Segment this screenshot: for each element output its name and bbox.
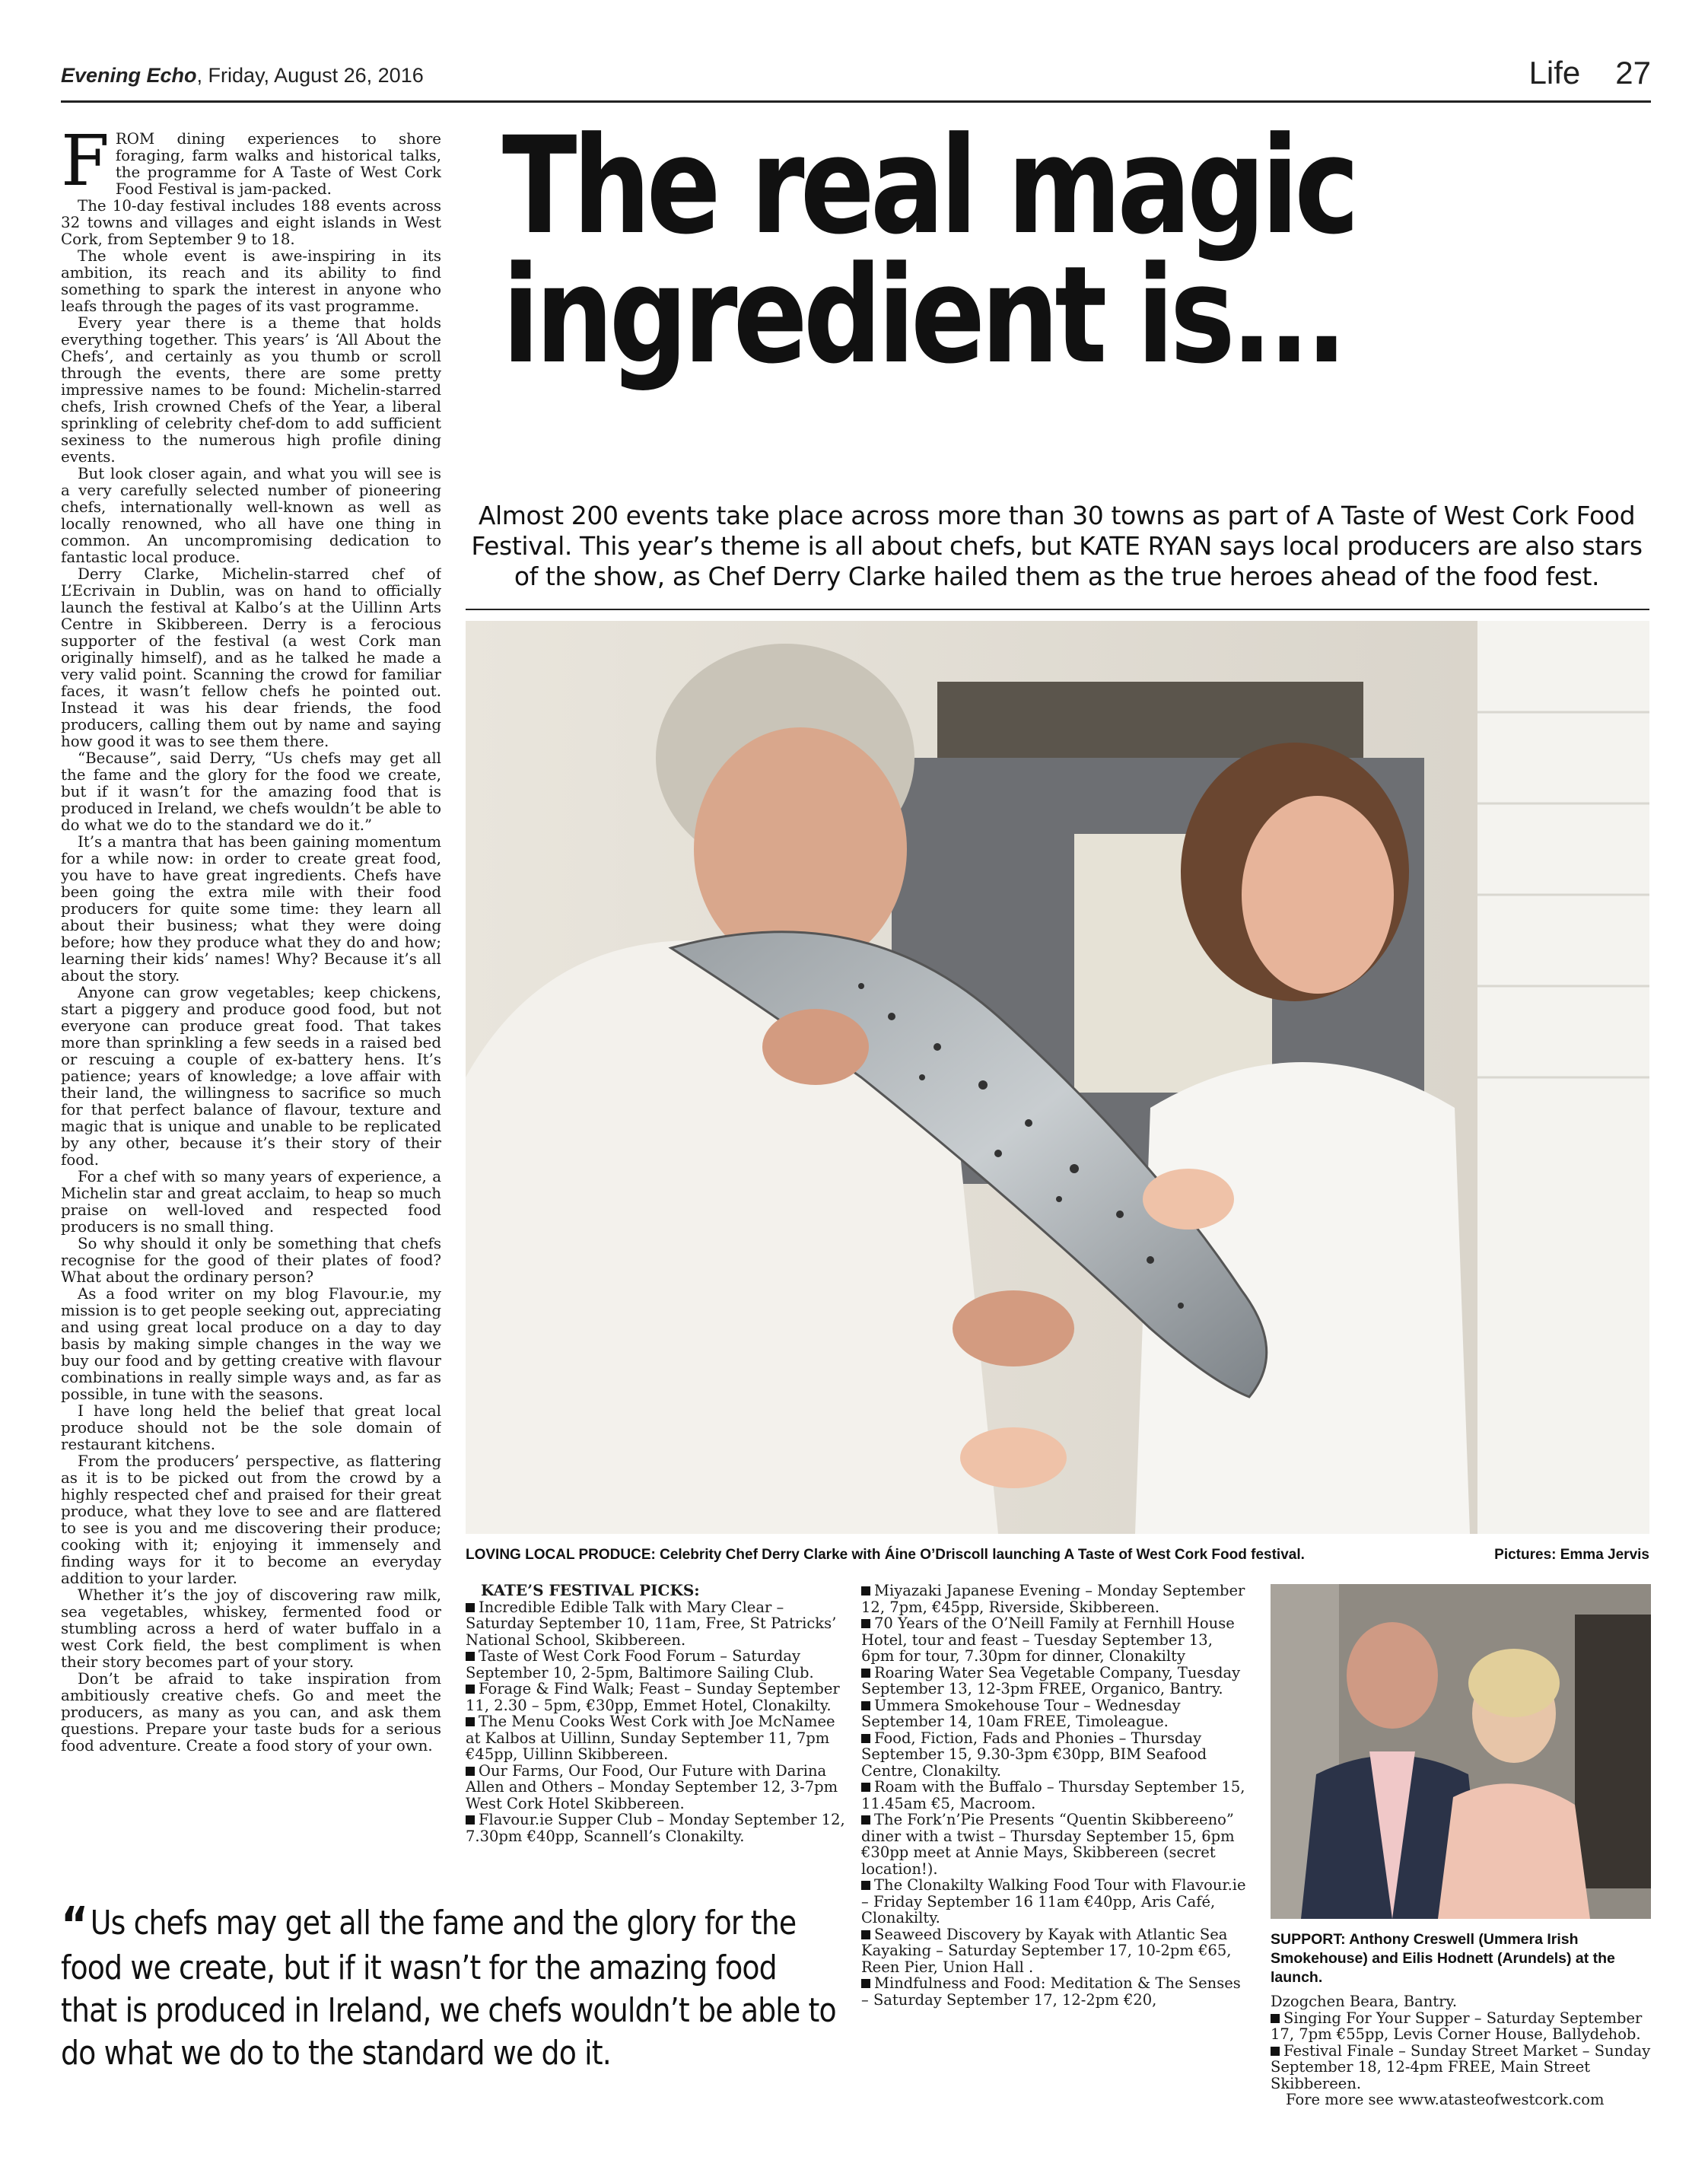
list-item: Singing For Your Supper – Saturday September 17, 7pm €55pp, Levis Corner House, Ballydehob. [1271, 2009, 1643, 2043]
bullet-square-icon [861, 1701, 870, 1710]
bullet-square-icon [1271, 2047, 1280, 2056]
quote-mark-icon: “ [61, 1898, 88, 1954]
list-item: Flavour.ie Supper Club – Monday September 12, 7.30pm €40pp, Scannell’s Clonakilty. [466, 1811, 845, 1845]
festival-picks-column-1 [466, 1583, 846, 1844]
article-paragraph: The 10-day festival includes 188 events across 32 towns and villages and eight islands in West Cork, from September 9 to 18. [61, 197, 441, 248]
article-paragraph: Derry Clarke, Michelin-starred chef of L’Ecrivain in Dublin, was on hand to officially launch the festival at Kalbo’s at the Uillinn Arts Centre in Skibbereen. Derry is a ferocious supporter of the festival (a west Cork man originally himself), and as he talked he made a very valid point. Scanning the crowd for familiar faces, it wasn’t fellow chefs he pointed out. Instead it was his dear friends, the food producers, calling them out by name and saying how good it was to see them there. [61, 565, 441, 750]
article-paragraph: I have long held the belief that great local produce should not be the sole domain of restaurant kitchens. [61, 1402, 441, 1453]
list-item: Incredible Edible Talk with Mary Clear – Saturday September 10, 11am, Free, St Patricks’ National School, Skibbereen. [466, 1598, 837, 1649]
page-number: 27 [1615, 55, 1651, 91]
article-paragraph: Don’t be afraid to take inspiration from ambitiously creative chefs. Go and meet the producers, as many as you can, and ask them questions. Prepare your taste buds for a serious food adventure. Create a food story of your own. [61, 1670, 441, 1755]
list-item: Miyazaki Japanese Evening – Monday September 12, 7pm, €45pp, Riverside, Skibbereen. [861, 1582, 1245, 1616]
article-paragraph: Every year there is a theme that holds everything together. This years’ is ‘All About the Chefs’, and certainly as you thumb or scroll through the events, there are some pretty impressive names to be found: Michelin-starred chefs, Irish crowned Chefs of the Year, a liberal sprinkling of celebrity chef-dom to add sufficient sexiness to the numerous high profile dining events. [61, 314, 441, 466]
headline [502, 108, 1444, 393]
festival-picks-column-2 [861, 1583, 1246, 2008]
list-item: The Fork’n’Pie Presents “Quentin Skibbereeno” diner with a twist – Thursday September 15, 6pm €30pp meet at Annie Mays, Skibbereen (secret location!). [861, 1811, 1235, 1878]
bullet-square-icon [861, 1586, 870, 1595]
bullet-square-icon [466, 1603, 475, 1612]
article-paragraph: Whether it’s the joy of discovering raw milk, sea vegetables, whiskey, fermented food or stumbling across a herd of water buffalo in a west Cork field, the best compliment is when their story becomes part of your story. [61, 1586, 441, 1671]
caption-text: LOVING LOCAL PRODUCE: Celebrity Chef Derry Clarke with Áine O’Driscoll launching A Taste of West Cork Food festival. [466, 1547, 1305, 1563]
bullet-square-icon [861, 1881, 870, 1890]
article-body [61, 131, 441, 1881]
bullet-square-icon [861, 1619, 870, 1628]
photo-credit: Pictures: Emma Jervis [1494, 1547, 1649, 1563]
list-item: Forage & Find Walk; Feast – Sunday September 11, 2.30 – 5pm, €30pp, Emmet Hotel, Clonakilty. [466, 1680, 840, 1714]
main-photo [466, 621, 1649, 1534]
article-paragraph: From the producers’ perspective, as flattering as it is to be picked out from the crowd by a highly respected chef and praised for their great produce, what they love to see and are flattered to see is you and me discovering their produce; cooking with it; enjoying it immensely and finding ways for it to become an everyday addition to your larder. [61, 1452, 441, 1587]
bullet-square-icon [861, 1734, 870, 1743]
list-item: Seaweed Discovery by Kayak with Atlantic Sea Kayaking – Saturday September 17, 10-2pm €65, Reen Pier, Union Hall . [861, 1925, 1232, 1976]
bullet-square-icon [466, 1652, 475, 1661]
list-item: 70 Years of the O’Neill Family at Fernhill House Hotel, tour and feast – Tuesday September 13, 6pm for tour, 7.30pm for dinner, Clonakilty [861, 1615, 1235, 1665]
headline-line-2: ingredient is... [502, 237, 1344, 393]
issue-date: , Friday, August 26, 2016 [196, 64, 424, 87]
standfirst-rule [466, 609, 1649, 610]
bullet-square-icon [1271, 2014, 1280, 2023]
headline-line-1: The real magic [502, 108, 1356, 264]
bullet-square-icon [861, 1783, 870, 1792]
list-item: The Menu Cooks West Cork with Joe McNamee at Kalbos at Uillinn, Sunday September 11, 7pm €45pp, Uillinn Skibbereen. [466, 1713, 835, 1763]
drop-cap: F [61, 131, 110, 202]
article-paragraph: For a chef with so many years of experience, a Michelin star and great acclaim, to heap so much praise on well-loved and respected food producers is no small thing. [61, 1168, 441, 1236]
bullet-square-icon [861, 1669, 870, 1678]
support-photo [1271, 1584, 1651, 1919]
bullet-square-icon [466, 1767, 475, 1776]
article-paragraph: So why should it only be something that chefs recognise for the good of their plates of food? What about the ordinary person? [61, 1235, 441, 1286]
article-paragraph: It’s a mantra that has been gaining momentum for a while now: in order to create great food, you have to have great ingredients. Chefs have been going the extra mile with their food producers for quite some time: they learn all about their business; what they were doing before; how they produce what they do and how; learning their kids’ names! Why? Because it’s all about the story. [61, 833, 441, 985]
pull-quote-text: Us chefs may get all the fame and the glory for the food we create, but if it wasn’t for the amazing food that is produced in Ireland, we chefs wouldn’t be able to do what we do to the standard we do it. [61, 1904, 836, 2073]
article-paragraph: As a food writer on my blog Flavour.ie, my mission is to get people seeking out, appreciating and using great local produce on a day to day basis by making simple changes in the way we buy our food and by getting creative with flavour combinations in really simple ways and, as far as possible, in tune with the seasons. [61, 1285, 441, 1403]
list-item: Festival Finale – Sunday Street Market – Sunday September 18, 12-4pm FREE, Main Street Skibbereen. [1271, 2041, 1651, 2092]
bullet-square-icon [466, 1717, 475, 1726]
picks-title: KATE’S FESTIVAL PICKS: [481, 1581, 700, 1599]
article-paragraph: But look closer again, and what you will see is a very carefully selected number of pioneering chefs, internationally well-known as well as locally renowned, who all have one thing in common. An uncompromising dedication to fantastic local produce. [61, 465, 441, 566]
paper-name: Evening Echo [61, 64, 197, 87]
list-item: Roam with the Buffalo – Thursday September 15, 11.45am €5, Macroom. [861, 1778, 1245, 1812]
list-item: Mindfulness and Food: Meditation & The Senses – Saturday September 17, 12-2pm €20, [861, 1974, 1241, 2009]
support-photo-caption: SUPPORT: Anthony Creswell (Ummera Irish Smokehouse) and Eilis Hodnett (Arundels) at the launch. [1271, 1931, 1615, 1986]
pull-quote [61, 1898, 837, 2075]
list-item: Food, Fiction, Fads and Phonies – Thursday September 15, 9.30-3pm €30pp, BIM Seafood Centre, Clonakilty. [861, 1729, 1207, 1780]
article-paragraph: The whole event is awe-inspiring in its ambition, its reach and its ability to find something to spark the interest in anyone who leafs through the pages of its vast programme. [61, 247, 441, 315]
bullet-square-icon [861, 1815, 870, 1825]
bullet-square-icon [466, 1685, 475, 1694]
list-item-continued: Dzogchen Beara, Bantry. [1271, 1993, 1458, 2010]
list-item: Taste of West Cork Food Forum – Saturday September 10, 2-5pm, Baltimore Sailing Club. [466, 1647, 814, 1681]
standfirst: Almost 200 events take place across more than 30 towns as part of A Taste of West Cork Food Festival. This year’s theme is all about chefs, but KATE RYAN says local producers are also stars of the show, as Chef Derry Clarke hailed them as the true heroes ahead of the food fest. [471, 501, 1643, 591]
page-header [61, 55, 1651, 100]
launch-guests-photo [1271, 1584, 1651, 1919]
section-label [1529, 55, 1651, 91]
list-item: Ummera Smokehouse Tour – Wednesday September 14, 10am FREE, Timoleague. [861, 1696, 1181, 1730]
article-paragraph: FROM dining experiences to shore foraging, farm walks and historical talks, the programme for A Taste of West Cork Food Festival is jam-packed. [61, 131, 441, 202]
masthead-line [61, 64, 424, 87]
section-name: Life [1528, 55, 1581, 91]
chef-with-salmon-photo [466, 621, 1649, 1534]
article-paragraph: “Because”, said Derry, “Us chefs may get all the fame and the glory for the food we create, but if it wasn’t for the amazing food that is produced in Ireland, we chefs wouldn’t be able to do what we do to the standard we do it.” [61, 749, 441, 834]
bullet-square-icon [861, 1979, 870, 1988]
festival-picks-column-3 [1271, 1993, 1651, 2108]
bullet-square-icon [466, 1815, 475, 1825]
main-photo-caption [466, 1547, 1649, 1564]
list-item: Roaring Water Sea Vegetable Company, Tuesday September 13, 12-3pm FREE, Organico, Bantry. [861, 1663, 1241, 1697]
header-rule [61, 100, 1651, 103]
article-paragraph: Anyone can grow vegetables; keep chickens, start a piggery and produce good food, but not everyone can produce great food. That takes more than sprinkling a few seeds in a raised bed or rescuing a couple of ex-battery hens. It’s patience; years of knowledge; a love affair with their land, the willingness to sacrifice so much for that perfect balance of flavour, texture and magic that is unique and unable to be replicated by any other, because it’s their story of their food. [61, 984, 441, 1169]
website-footer: Fore more see www.atasteofwestcork.com [1286, 2091, 1605, 2108]
list-item: The Clonakilty Walking Food Tour with Flavour.ie – Friday September 16 11am €40pp, Aris Café, Clonakilty. [861, 1876, 1246, 1926]
list-item: Our Farms, Our Food, Our Future with Darina Allen and Others – Monday September 12, 3-7pm West Cork Hotel Skibbereen. [466, 1761, 838, 1812]
bullet-square-icon [861, 1930, 870, 1939]
